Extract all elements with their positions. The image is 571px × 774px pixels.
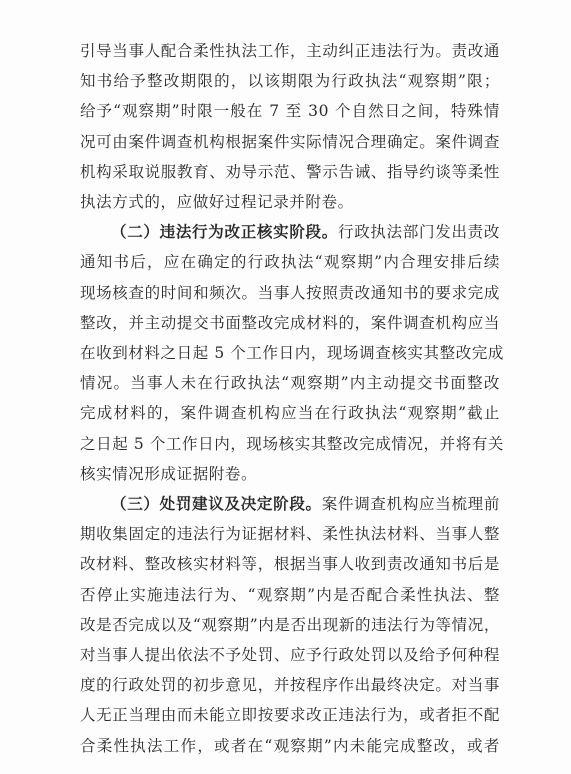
text-line: 合柔性执法工作，或者在“观察期”内未能完成整改，或者 [80,736,500,755]
text-line: 机构采取说服教育、劝导示范、警示告诫、指导约谈等柔性 [80,162,500,181]
text-line: 否停止实施违法行为、“观察期”内是否配合柔性执法、整 [80,585,500,604]
text-line: 核实情况形成证据附卷。 [80,464,258,483]
text-line: 知书给予整改期限的，以该期限为行政执法“观察期”限； [80,72,500,91]
text-line: 改材料、整改核实材料等，根据当事人收到责改通知书后是 [80,555,500,574]
text-line: 通知书后，应在确定的行政执法“观察期”内合理安排后续 [80,253,500,272]
paragraph-intro [80,36,500,217]
paragraph-correction-verification [80,217,505,489]
text-line [80,489,500,519]
heading-line-rest: 案件调查机构应当梳理前 [321,495,500,514]
text-line: 整改，并主动提交书面整改完成材料的，案件调查机构应当 [80,313,500,332]
text-line [80,217,500,247]
text-line: 况可由案件调查机构根据案件实际情况合理确定。案件调查 [80,132,500,151]
text-line: 引导当事人配合柔性执法工作，主动纠正违法行为。责改通 [80,42,500,60]
text-line: 在收到材料之日起 5 个工作日内，现场调查核实其整改完成 [80,344,505,363]
heading-line-rest: 行政执法部门发出责改 [337,223,500,242]
paragraph-penalty-decision [80,489,500,761]
section-heading: （三）处罚建议及决定阶段。 [111,495,322,514]
text-line: 改是否完成以及“观察期”内是否出现新的违法行为等情况， [80,615,500,634]
text-line: 度的行政处罚的初步意见，并按程序作出最终决定。对当事 [80,676,500,695]
section-heading: （二）违法行为改正核实阶段。 [111,223,338,242]
text-line: 现场核查的时间和频次。当事人按照责改通知书的要求完成 [80,283,500,302]
text-line: 情况。当事人未在行政执法“观察期”内主动提交书面整改 [80,374,500,393]
text-line: 之日起 5 个工作日内，现场核实其整改完成情况，并将有关 [80,434,505,453]
text-line: 人无正当理由而未能立即按要求改正违法行为，或者拒不配 [80,706,500,725]
text-line: 对当事人提出依法不予处罚、应予行政处罚以及给予何种程 [80,646,500,665]
document-body [80,36,505,761]
text-line: 完成材料的，案件调查机构应当在行政执法“观察期”截止 [80,404,500,423]
text-line: 期收集固定的违法行为证据材料、柔性执法材料、当事人整 [80,525,500,544]
text-line: 执法方式的，应做好过程记录并附卷。 [80,193,354,212]
text-line: 给予“观察期”时限一般在 7 至 30 个自然日之间，特殊情 [80,102,500,121]
